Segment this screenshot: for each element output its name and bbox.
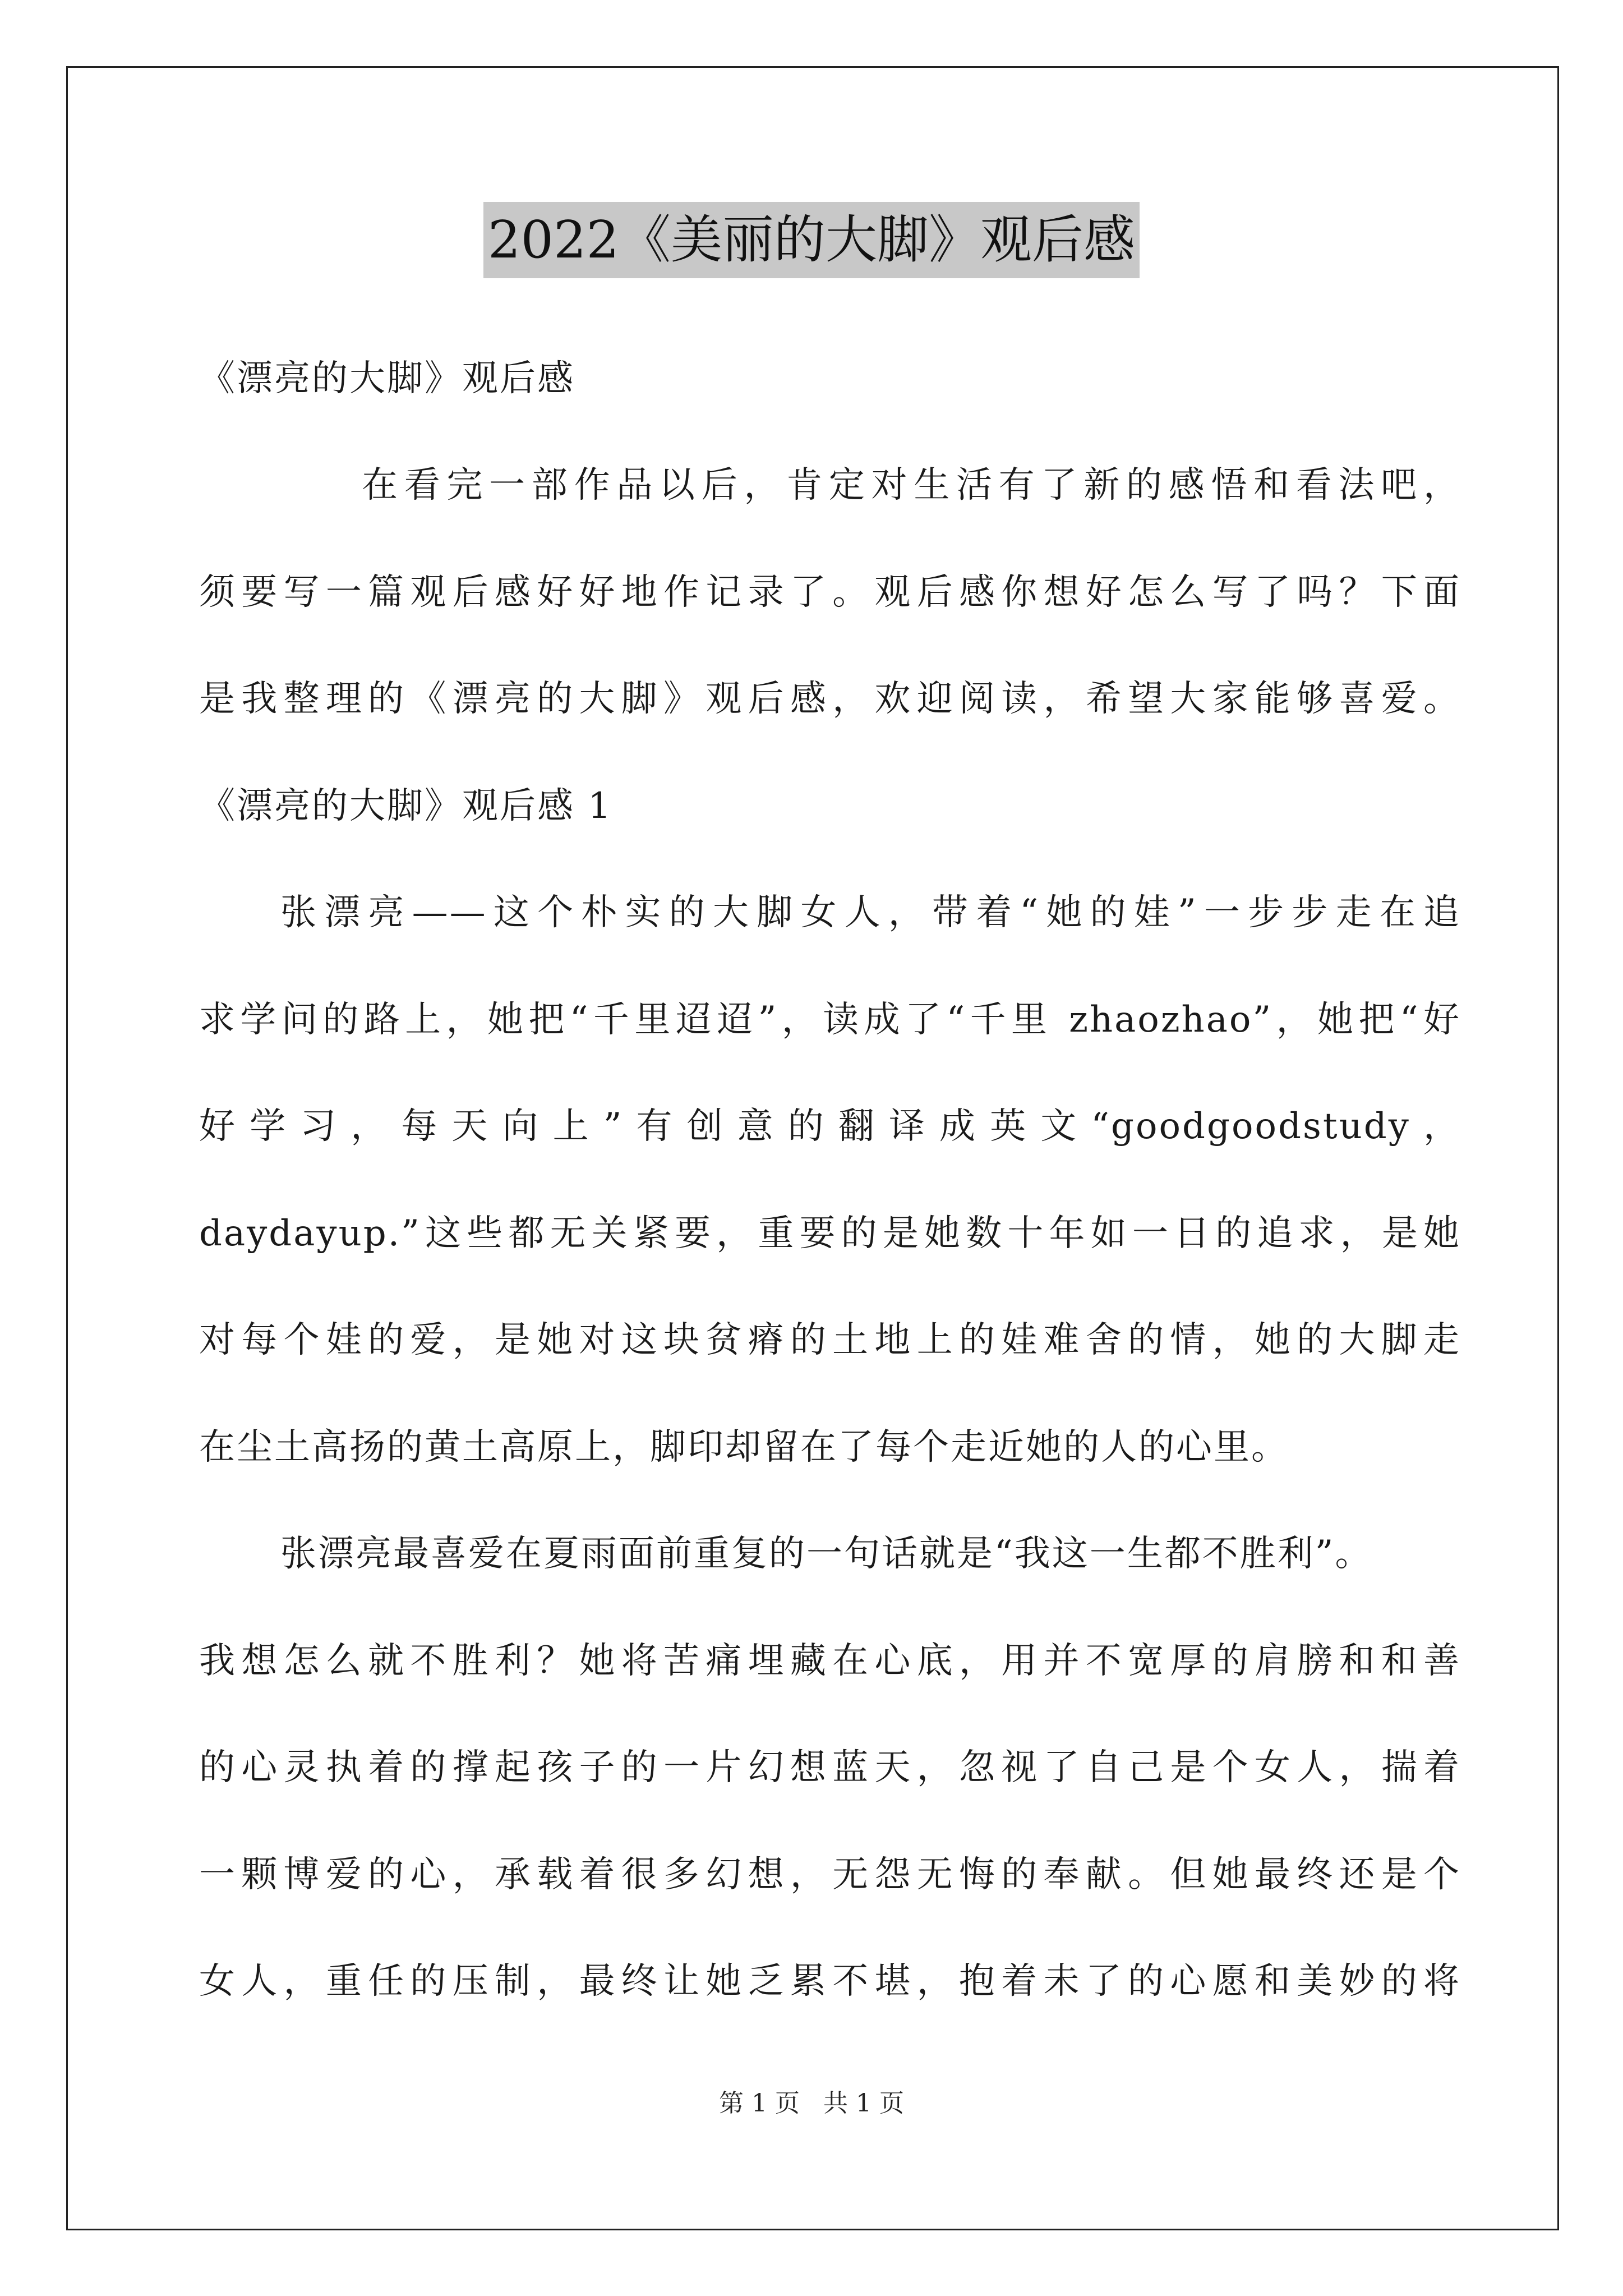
paragraph-line: 是我整理的《漂亮的大脚》观后感，欢迎阅读，希望大家能够喜爱。 xyxy=(199,678,1461,720)
paragraph-line: 一颗博爱的心，承载着很多幻想，无怨无悔的奉献。但她最终还是个 xyxy=(199,1854,1461,1895)
paragraph-line: 在尘土高扬的黄土高原上，脚印却留在了每个走近她的人的心里。 xyxy=(199,1427,1289,1468)
paragraph-line: 女人，重任的压制，最终让她乏累不堪，抱着未了的心愿和美妙的将 xyxy=(199,1961,1461,2002)
page-footer: 第 1 页 共 1 页 xyxy=(719,2089,904,2118)
paragraph-line: 对每个娃的爱，是她对这块贫瘠的土地上的娃难舍的情，她的大脚走 xyxy=(199,1319,1461,1361)
paragraph-line: 我想怎么就不胜利？她将苦痛埋藏在心底，用并不宽厚的肩膀和和善 xyxy=(199,1640,1461,1682)
paragraph-line: 在看完一部作品以后，肯定对生活有了新的感悟和看法吧， xyxy=(362,464,1461,506)
paragraph-line: 须要写一篇观后感好好地作记录了。观后感你想好怎么写了吗？下面 xyxy=(199,572,1461,613)
paragraph-line: daydayup.”这些都无关紧要，重要的是她数十年如一日的追求，是她 xyxy=(199,1213,1461,1254)
paragraph-line: 好学习，每天向上”有创意的翻译成英文“goodgoodstudy， xyxy=(199,1106,1461,1147)
paragraph-line: 的心灵执着的撑起孩子的一片幻想蓝天，忽视了自己是个女人，揣着 xyxy=(199,1747,1461,1788)
subtitle-line: 《漂亮的大脚》观后感 xyxy=(199,358,575,399)
document-title: 2022《美丽的大脚》观后感 xyxy=(483,202,1140,278)
paragraph-line: 张漂亮——这个朴实的大脚女人，带着“她的娃”一步步走在追 xyxy=(280,892,1461,933)
title-container xyxy=(0,202,1623,278)
paragraph-line: 张漂亮最喜爱在夏雨面前重复的一句话就是“我这一生都不胜利”。 xyxy=(280,1533,1373,1575)
section-heading: 《漂亮的大脚》观后感 1 xyxy=(199,785,613,827)
paragraph-line: 求学问的路上，她把“千里迢迢”，读成了“千里 zhaozhao”，她把“好 xyxy=(199,999,1461,1041)
